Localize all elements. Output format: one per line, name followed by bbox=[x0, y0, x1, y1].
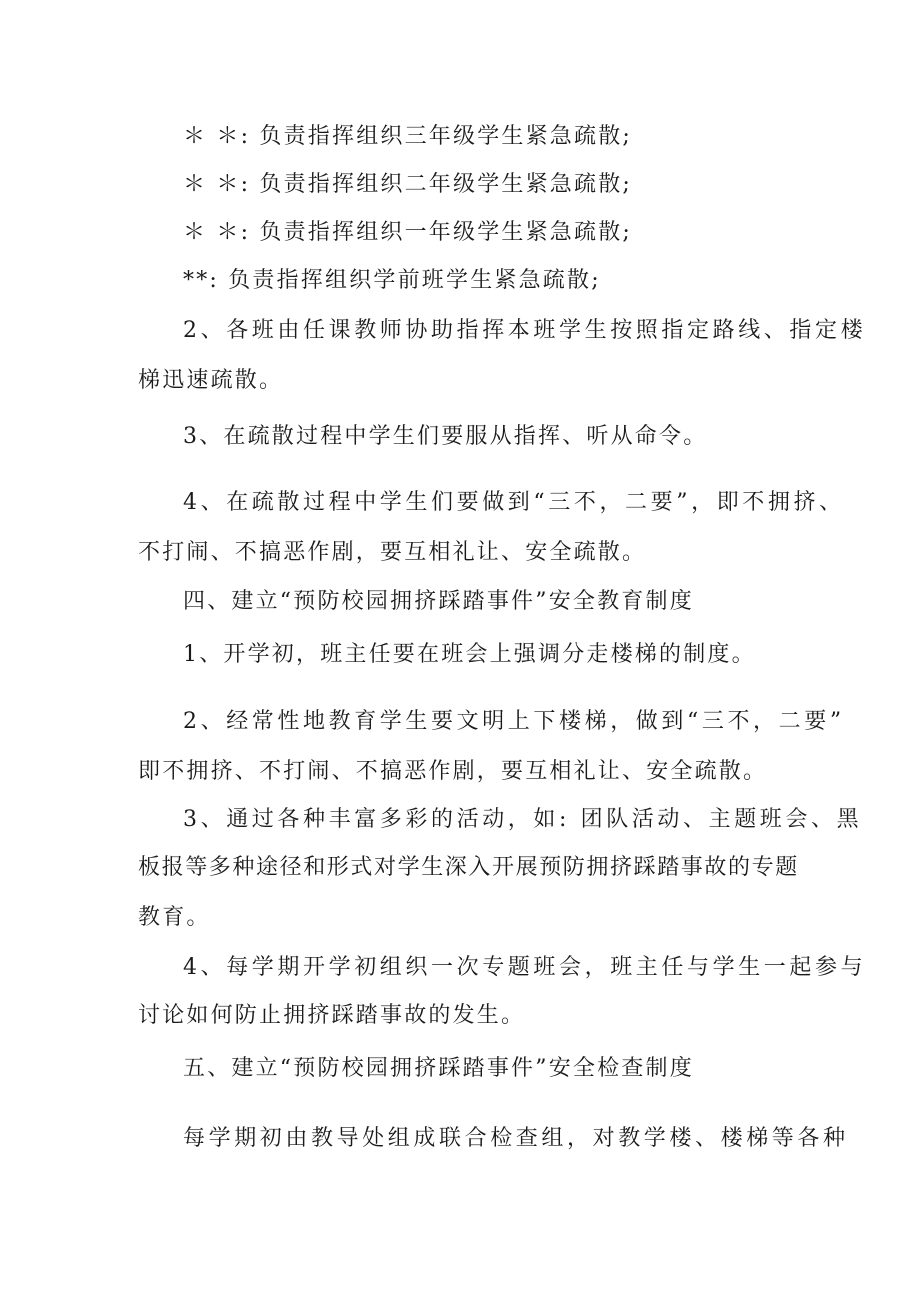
paragraph-4-line-1: 4、在疏散过程中学生们要做到“三不，二要”，即不拥挤、 bbox=[183, 490, 845, 515]
item-2-line-2: 即不拥挤、不打闹、不搞恶作剧，要互相礼让、安全疏散。 bbox=[138, 759, 768, 784]
item-3-line-3: 教育。 bbox=[138, 905, 211, 930]
paragraph-4-line-2: 不打闹、不搞恶作剧，要互相礼让、安全疏散。 bbox=[138, 540, 647, 565]
paragraph-final: 每学期初由教导处组成联合检查组，对教学楼、楼梯等各种 bbox=[183, 1126, 849, 1151]
paragraph-2-line-2: 梯迅速疏散。 bbox=[138, 368, 284, 393]
text-line: ＊ ＊: 负责指挥组织三年级学生紧急疏散; bbox=[183, 124, 633, 149]
text-line: ＊ ＊: 负责指挥组织二年级学生紧急疏散; bbox=[183, 172, 633, 197]
text-line: **: 负责指挥组织学前班学生紧急疏散; bbox=[183, 268, 601, 293]
item-3-line-1: 3、通过各种丰富多彩的活动，如: 团队活动、主题班会、黑 bbox=[183, 807, 863, 832]
item-3-line-2: 板报等多种途径和形式对学生深入开展预防拥挤踩踏事故的专题 bbox=[138, 855, 799, 880]
section-heading-4: 四、建立“预防校园拥挤踩踏事件”安全教育制度 bbox=[183, 589, 694, 614]
item-4-line-1: 4、每学期开学初组织一次专题班会，班主任与学生一起参与 bbox=[183, 955, 867, 980]
item-4-line-2: 讨论如何防止拥挤踩踏事故的发生。 bbox=[138, 1003, 526, 1028]
paragraph-3: 3、在疏散过程中学生们要服从指挥、听从命令。 bbox=[183, 424, 708, 449]
text-line: ＊ ＊: 负责指挥组织一年级学生紧急疏散; bbox=[183, 220, 633, 245]
section-heading-5: 五、建立“预防校园拥挤踩踏事件”安全检查制度 bbox=[183, 1056, 694, 1081]
item-2-line-1: 2、经常性地教育学生要文明上下楼梯，做到“三不，二要” bbox=[183, 709, 845, 734]
paragraph-2-line-1: 2、各班由任课教师协助指挥本班学生按照指定路线、指定楼 bbox=[183, 318, 867, 343]
item-1: 1、开学初，班主任要在班会上强调分走楼梯的制度。 bbox=[183, 642, 756, 667]
